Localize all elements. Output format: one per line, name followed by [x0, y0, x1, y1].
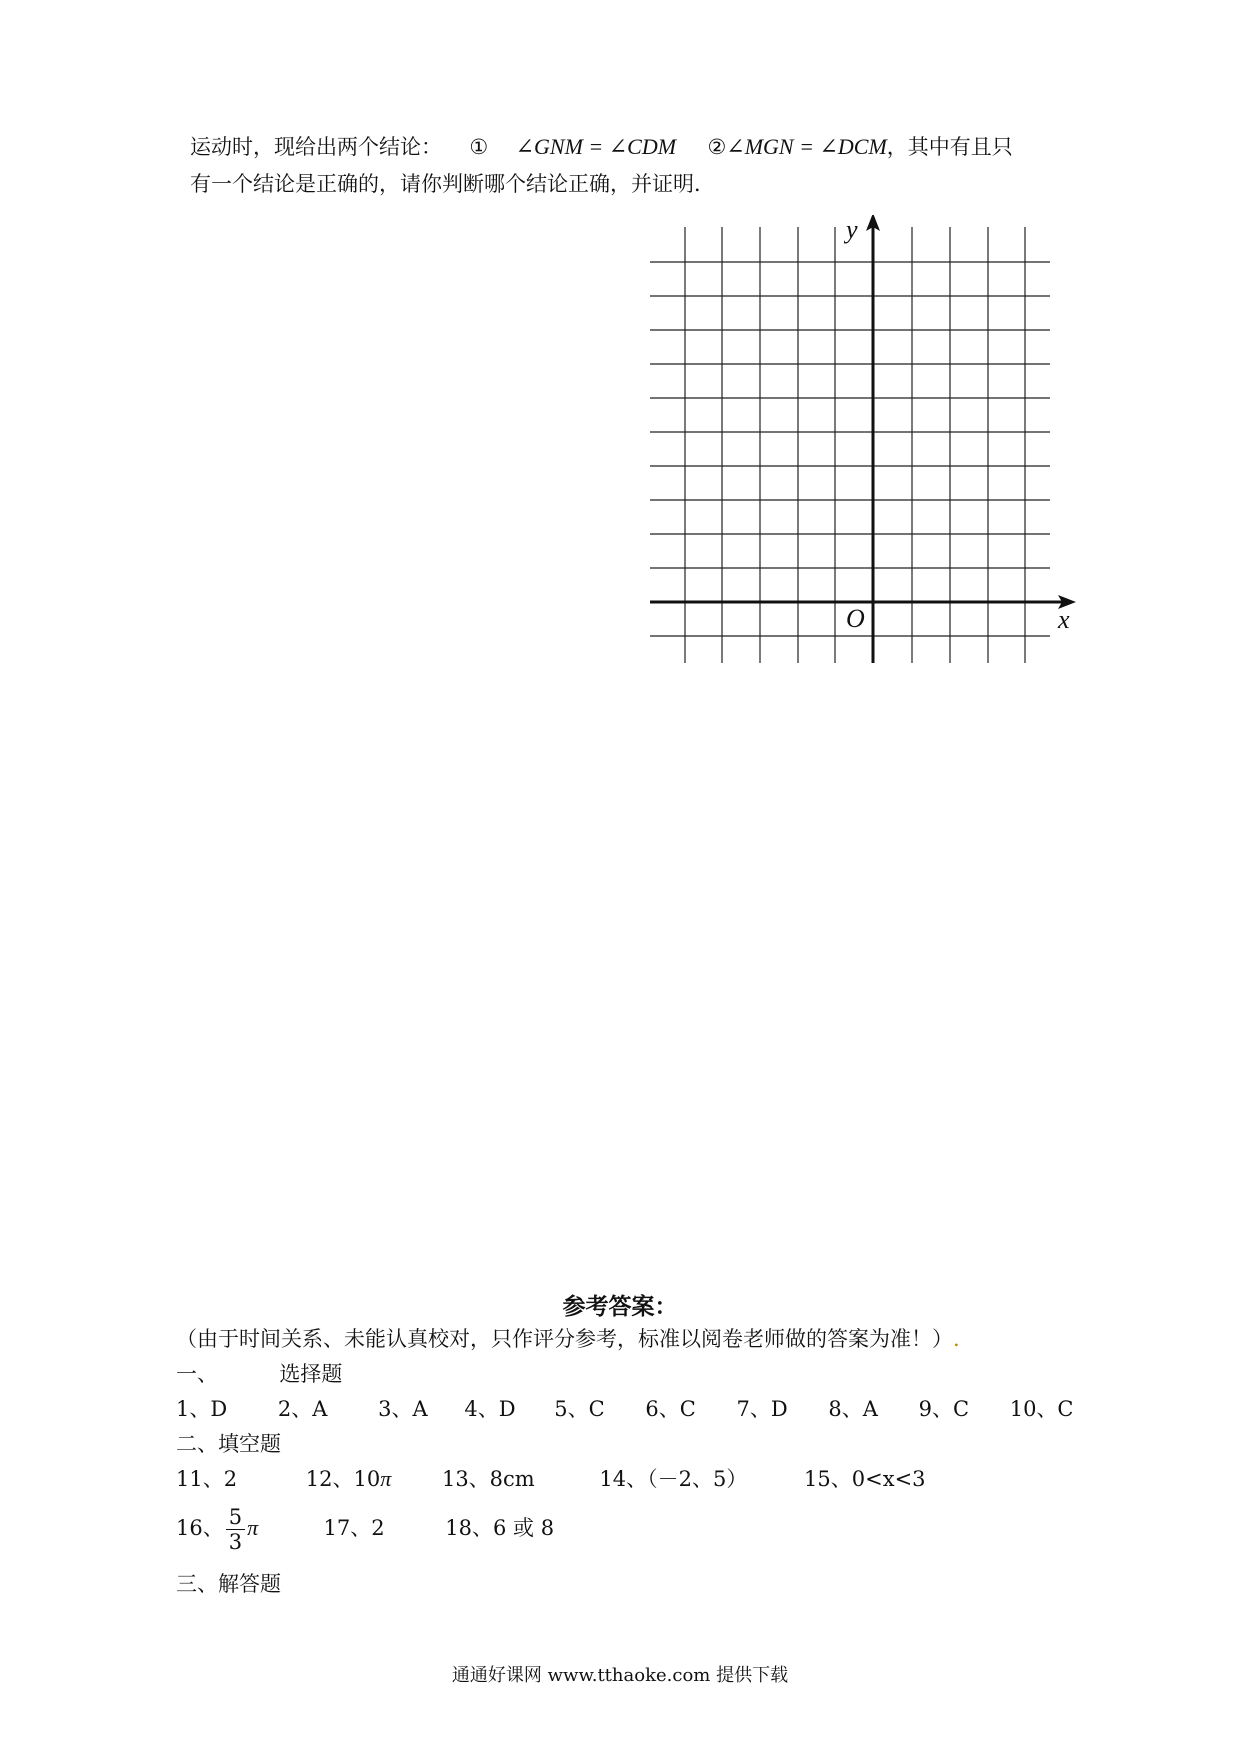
- conclusion-1-mark: ①: [469, 135, 489, 159]
- problem-lead-text: 运动时，现给出两个结论：: [190, 135, 442, 159]
- answers-note: [176, 1325, 960, 1353]
- problem-line-1: [190, 133, 1013, 161]
- choice-answer: 6、C: [645, 1397, 696, 1421]
- y-axis-label: y: [846, 215, 858, 244]
- fill-answer-16-label: 16、: [176, 1516, 224, 1540]
- section-1-number: 一、: [176, 1362, 218, 1386]
- fill-answers-row-2: [176, 1505, 554, 1554]
- answers-note-trailing: .: [953, 1327, 960, 1351]
- fill-answer-17: 17、2: [323, 1516, 385, 1540]
- fraction-numerator: 5: [226, 1505, 245, 1530]
- fraction-denominator: 3: [228, 1530, 243, 1554]
- conclusion-2-math: ∠MGN = ∠DCM: [726, 134, 887, 159]
- section-2-heading: 二、填空题: [176, 1432, 281, 1456]
- fill-answer-13: 13、8cm: [441, 1467, 535, 1491]
- choice-answer: 3、A: [378, 1397, 428, 1421]
- choice-answer: 1、D: [176, 1397, 228, 1421]
- answers-note-text: （由于时间关系、未能认真校对，只作评分参考，标准以阅卷老师做的答案为准！）: [176, 1327, 953, 1351]
- fill-answer-12-number: 12、10: [305, 1467, 381, 1491]
- fill-answer-18: 18、6 或 8: [445, 1516, 555, 1540]
- fill-answers-row-1: [176, 1465, 926, 1493]
- fill-answer-16: [176, 1505, 265, 1554]
- coordinate-grid-svg: [650, 215, 1080, 665]
- page-footer: 通通好课网 www.tthaoke.com 提供下载: [451, 1665, 789, 1686]
- choice-answer: 10、C: [1009, 1397, 1074, 1421]
- pi-symbol: π: [380, 1466, 392, 1491]
- conclusion-1-math: ∠GNM = ∠CDM: [515, 134, 677, 159]
- fill-answer-11: 11、2: [176, 1467, 238, 1491]
- choice-answer: 7、D: [736, 1397, 788, 1421]
- section-3-heading: 三、解答题: [176, 1572, 281, 1596]
- problem-line-2: 有一个结论是正确的，请你判断哪个结论正确，并证明．: [190, 172, 715, 196]
- origin-label: O: [846, 604, 865, 633]
- choice-answer: 5、C: [554, 1397, 605, 1421]
- problem-tail-text: ，其中有且只: [886, 135, 1013, 159]
- x-axis-label: x: [1058, 605, 1070, 634]
- section-1-title: 选择题: [279, 1362, 343, 1386]
- grid-lines: [650, 227, 1050, 663]
- coordinate-grid: [650, 215, 1080, 665]
- fraction: [226, 1505, 245, 1554]
- fill-answer-12: [306, 1467, 391, 1491]
- choice-answer: 8、A: [828, 1397, 878, 1421]
- section-1-heading: [176, 1360, 342, 1388]
- choice-answer: 9、C: [918, 1397, 970, 1421]
- conclusion-2-mark: ②: [707, 135, 727, 159]
- choice-answers: [176, 1395, 1074, 1423]
- fill-answer-14: 14、（－2、5）: [599, 1467, 748, 1491]
- pi-symbol: π: [247, 1515, 259, 1540]
- answers-title: 参考答案：: [562, 1293, 678, 1320]
- choice-answer: 4、D: [464, 1397, 516, 1421]
- choice-answer: 2、A: [277, 1397, 328, 1421]
- fill-answer-15: 15、0<x<3: [804, 1467, 926, 1491]
